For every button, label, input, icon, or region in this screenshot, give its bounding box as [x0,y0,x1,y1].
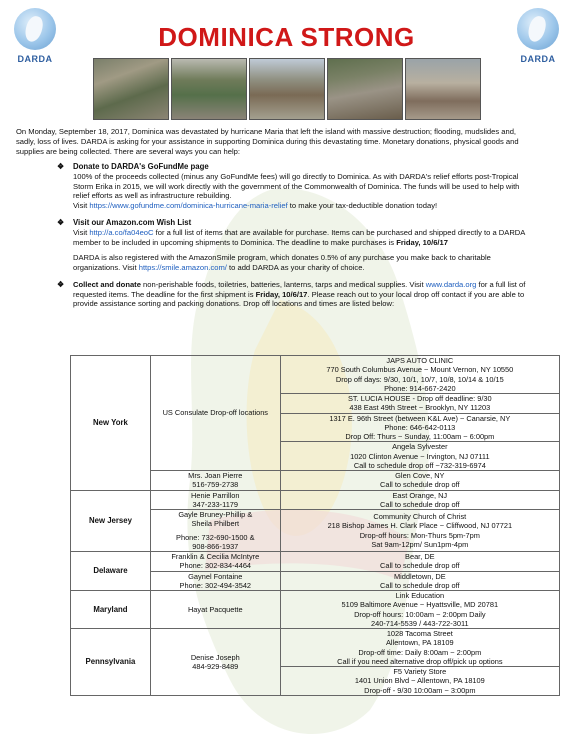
intro-paragraph: On Monday, September 18, 2017, Dominica was devastated by hurricane Maria that left the island with massive destruction; flooding, mudslides and, sadly, loss of lives. DARDA is asking for your assistance in supporting Dominica during this devastating time. Monetary donations, physical goods and supplies are being collected. There are several ways you can help: [16,127,519,156]
contact-line: Henie Parrillon [191,490,240,500]
contact-line: Gaynel Fontaine [188,571,243,581]
contact-cell: US Consulate Drop-off locations [150,356,280,471]
gofundme-heading: Donate to DARDA's GoFundMe page [73,161,209,171]
gofundme-link[interactable]: https://www.gofundme.com/dominica-hurricane-maria-relief [89,201,288,211]
contact-cell [150,471,280,491]
loc-line: Call to schedule drop off [380,480,460,490]
table-row [71,356,560,394]
location-st-lucia [280,394,559,414]
loc-line: Call if you need alternative drop off/pick up options [337,656,503,666]
loc-line: JAPS AUTO CLINIC [386,356,454,365]
contact-cell [150,552,280,572]
loc-line: Middletown, DE [393,571,446,581]
diamond-bullet-icon: ❖ [57,218,65,228]
location-f5-variety [280,667,559,696]
loc-line: Link Education [395,591,445,600]
state-delaware: Delaware [71,552,151,591]
loc-line: 240-714-5539 / 443-722-3011 [370,618,469,628]
contact-line: 347-233-1179 [192,499,239,509]
loc-line: Call to schedule drop off [380,561,460,571]
contact-line: 516-759-2738 [192,480,239,490]
loc-line: Call to schedule drop off [380,580,460,590]
table-row [71,490,560,510]
collect-section [57,280,527,310]
logo-text: DARDA [520,54,556,64]
contact-line: 484-929-8489 [192,661,239,671]
diamond-bullet-icon: ❖ [57,279,65,289]
contact-line: Denise Joseph [190,652,240,662]
contact-line: Mrs. Joan Pierre [188,471,243,480]
visit-text: Visit [73,201,90,211]
loc-line: 438 East 49th Street ~ Brooklyn, NY 11203 [349,403,491,413]
collect-body [73,280,527,310]
contact-cell [150,490,280,510]
amazon-body [73,228,527,248]
amazon-section [57,218,527,273]
loc-line: Drop Off: Thurs ~ Sunday, 11:00am ~ 6:00pm [345,432,495,441]
table-row [71,629,560,667]
state-maryland: Maryland [71,591,151,629]
loc-line: Bear, DE [405,552,435,561]
loc-line: 1020 Clinton Avenue ~ Irvington, NJ 07111 [350,451,490,461]
loc-line: Sat 9am-12pm/ Sun1pm-4pm [371,539,469,549]
contact-line: Gayle Bruney-Phillip & [178,510,253,519]
loc-line: Drop-off time: Daily 8:00am ~ 2:00pm [358,647,482,657]
loc-line: Community Church of Christ [373,512,467,521]
gofundme-visit [73,201,527,211]
location-middletown [280,571,559,591]
location-japs [280,356,559,394]
collect-deadline: Friday, 10/6/17 [255,289,308,299]
loc-line: East Orange, NJ [392,490,448,500]
loc-line: 1028 Tacoma Street [386,629,453,638]
hurricane-photo [249,58,325,120]
loc-line: Phone: 646-642-0113 [384,422,456,432]
visit-suffix: to make your tax-deductible donation today! [287,201,438,211]
loc-line: Phone: 914-667-2420 [384,383,456,393]
loc-line: Call to schedule drop off ~732-319-6974 [353,460,486,470]
diamond-bullet-icon: ❖ [57,161,65,171]
page-title: DOMINICA STRONG [158,22,415,52]
loc-line: ST. LUCIA HOUSE - Drop off deadline: 9/30 [348,394,492,403]
collect-heading: Collect and donate [73,279,141,289]
loc-line: Drop-off hours: 10:00am ~ 2:00pm Daily [354,609,486,619]
location-east-orange [280,490,559,510]
contact-line: Phone: 732-690-1500 & [176,532,255,542]
amazon-text: for a full list of items that are available for purchase. Items can be purchased and shipped directly to a DARDA member to be included in upcoming shipments to Dominica. The deadline to make purchases is [73,228,525,248]
collect-text: non-perishable foods, toiletries, batteries, lanterns, tarps and medical supplies. Visit [140,279,426,289]
loc-line: 1317 E. 96th Street (between K&L Ave) ~ Canarsie, NY [329,413,511,423]
amazonsmile-link[interactable]: https://smile.amazon.com/ [138,262,227,272]
location-irvington [280,442,559,471]
loc-line: Drop-off - 9/30 10:00am ~ 3:00pm [364,685,476,695]
contact-cell [150,629,280,696]
loc-line: 770 South Columbus Avenue ~ Mount Vernon, NY 10550 [326,365,514,375]
body-content [16,127,527,316]
location-tacoma [280,629,559,667]
smile-suffix: to add DARDA as your charity of choice. [226,262,365,272]
loc-line: Allentown, PA 18109 [385,638,454,648]
smile-text: DARDA is also registered with the AmazonSmile program, which donates 0.5% of any purchase you make back to charitable organizations. Visit [73,252,491,272]
state-new-jersey: New Jersey [71,490,151,552]
logo-text: DARDA [17,54,53,64]
contact-line: Franklin & Cecilia McIntyre [171,552,260,561]
loc-line: 5109 Baltimore Avenue ~ Hyattsville, MD 20781 [341,600,499,610]
hurricane-photo [93,58,169,120]
table-row [71,552,560,572]
collect-text: for a full list of requested items. The deadline for the first shipment is [73,279,526,299]
loc-line: 218 Bishop James H. Clark Place ~ Cliffwood, NJ 07721 [327,521,513,531]
dropoff-table [70,355,560,696]
hurricane-photo [327,58,403,120]
loc-line: Drop off days: 9/30, 10/1, 10/7, 10/8, 10/14 & 10/15 [335,374,504,384]
hurricane-photo [405,58,481,120]
loc-line: 1401 Union Blvd ~ Allentown, PA 18109 [354,676,485,686]
collect-text: . Please reach out to your local drop off contact if you are able to provide assistance sorting and packing donations. Drop off locations and times are listed below: [73,289,525,309]
location-glen-cove [280,471,559,491]
state-new-york: New York [71,356,151,491]
location-bear [280,552,559,572]
loc-line: Drop-off hours: Mon-Thurs 5pm-7pm [359,530,480,540]
gofundme-body: 100% of the proceeds collected (minus any GoFundMe fees) will go directly to Dominica. As with DARDA's relief efforts post-Tropical Storm Erika in 2015, we will work directly with the government of the Commonwealth of Dominica. The funds will be used to help with relief efforts as well as infrastructure rebuilding. [73,171,520,201]
contact-line: 908-866-1937 [192,541,239,551]
loc-line: Glen Cove, NY [395,471,445,480]
amazon-heading: Visit our Amazon.com Wish List [73,218,192,228]
location-church [280,510,559,552]
contact-line: Phone: 302-494-3542 [179,580,252,590]
contact-cell [150,510,280,552]
amazon-wishlist-link[interactable]: http://a.co/fa04eoC [89,228,154,238]
gofundme-section [57,162,527,212]
photo-strip [93,58,481,120]
amazon-deadline: Friday, 10/6/17 [396,238,448,248]
contact-line: Sheila Philbert [191,519,240,529]
darda-site-link[interactable]: www.darda.org [425,279,477,289]
contact-cell: Hayat Pacquette [150,591,280,629]
loc-line: Angela Sylvester [392,442,448,452]
loc-line: Call to schedule drop off [380,499,460,509]
amazonsmile-text [73,253,527,273]
contact-line: Phone: 302-834-4464 [179,561,252,571]
loc-line: F5 Variety Store [393,667,447,676]
location-link-education [280,591,559,629]
hurricane-photo [171,58,247,120]
visit-text: Visit [73,228,90,238]
table-row [71,591,560,629]
state-pennsylvania: Pennsylvania [71,629,151,696]
contact-cell [150,571,280,591]
location-canarsie [280,413,559,442]
